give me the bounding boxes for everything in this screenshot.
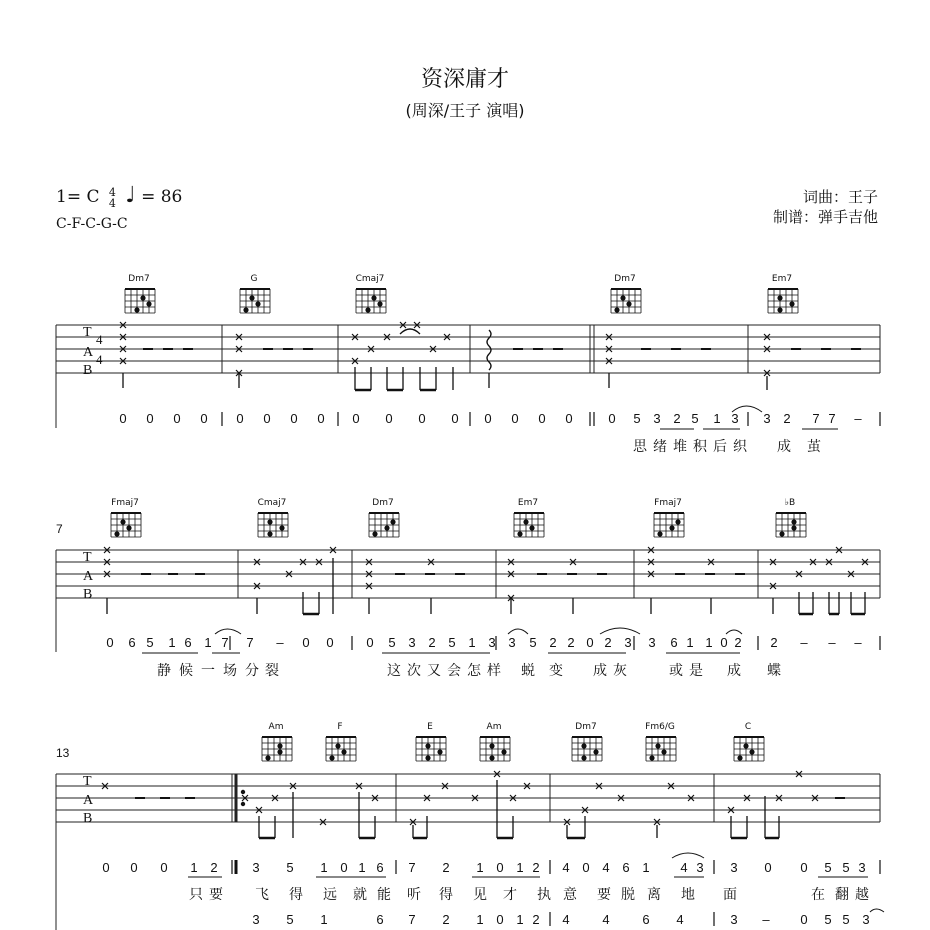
chord-diagram-system2-2: [367, 509, 407, 541]
lyric-system2-lyrics-12: 蜕: [521, 663, 535, 679]
chord-name-system3-1: F: [337, 722, 343, 732]
note-system3-numbers2-18: 5: [842, 912, 850, 927]
chord-diagram-system2-1: [256, 509, 296, 541]
note-system3-numbers-29: 3: [858, 860, 866, 875]
chord-diagram-system1-0: [123, 285, 163, 317]
note-system1-numbers-15: 0: [565, 411, 573, 426]
note-system2-numbers-0: 0: [106, 635, 114, 650]
lyric-system3-lyrics-12: 意: [563, 887, 577, 903]
song-subtitle: (周深/王子 演唱): [405, 101, 525, 120]
note-system1-numbers-16: 0: [608, 411, 616, 426]
note-system3-numbers-24: 3: [730, 860, 738, 875]
lyric-system1-lyrics-2: 堆: [673, 439, 687, 455]
note-system2-numbers-6: 7: [221, 635, 229, 650]
note-system3-numbers2-11: 4: [602, 912, 610, 927]
note-system2-numbers-4: 6: [184, 635, 192, 650]
note-system3-numbers2-3: 6: [376, 912, 384, 927]
svg-text:A: A: [83, 569, 94, 584]
lyric-system3-lyrics-5: 就: [353, 887, 367, 903]
song-title: 资深庸才: [420, 67, 509, 92]
svg-text:T: T: [83, 550, 92, 565]
lyric-system3-lyrics-11: 执: [537, 887, 551, 903]
lyric-system2-lyrics-0: 静: [157, 663, 171, 679]
lyric-system2-lyrics-19: 蝶: [767, 663, 781, 679]
note-system2-numbers-13: 3: [408, 635, 416, 650]
lyric-system3-lyrics-0: 只: [189, 887, 203, 903]
note-system1-numbers-11: 0: [451, 411, 459, 426]
note-system2-numbers-33: –: [828, 635, 836, 650]
measure-number-13: 13: [56, 746, 70, 760]
note-system3-numbers-17: 4: [562, 860, 570, 875]
note-system3-numbers2-7: 0: [496, 912, 504, 927]
note-system2-numbers-23: 2: [604, 635, 612, 650]
chord-diagram-system3-5: [644, 733, 684, 765]
lyric-system1-lyrics-1: 绪: [653, 439, 667, 455]
lyric-system3-lyrics-1: 要: [209, 887, 223, 903]
note-system2-numbers-30: 2: [734, 635, 742, 650]
note-system2-numbers-19: 5: [529, 635, 537, 650]
note-system1-numbers-1: 0: [146, 411, 154, 426]
note-system1-numbers-14: 0: [538, 411, 546, 426]
lyric-system2-lyrics-6: 这: [387, 663, 401, 679]
chord-diagram-system1-4: [766, 285, 806, 317]
lyric-system3-lyrics-13: 要: [597, 887, 611, 903]
chord-name-system3-3: Am: [486, 722, 502, 732]
note-system2-numbers-34: –: [854, 635, 862, 650]
chord-name-system3-0: Am: [268, 722, 284, 732]
note-system3-numbers-7: 1: [320, 860, 328, 875]
lyric-system3-lyrics-15: 离: [647, 887, 661, 903]
lyric-system3-lyrics-9: 见: [473, 887, 487, 903]
chord-diagram-system3-1: [324, 733, 364, 765]
note-system2-numbers-32: –: [800, 635, 808, 650]
note-system2-numbers-22: 0: [586, 635, 594, 650]
note-system3-numbers-16: 2: [532, 860, 540, 875]
note-system2-numbers-2: 5: [146, 635, 154, 650]
lyric-system2-lyrics-7: 次: [407, 663, 421, 679]
note-system2-numbers-15: 5: [448, 635, 456, 650]
note-system1-numbers-7: 0: [317, 411, 325, 426]
note-system3-numbers-21: 1: [642, 860, 650, 875]
note-system3-numbers-23: 3: [696, 860, 704, 875]
note-system2-numbers-17: 3: [488, 635, 496, 650]
chord-diagram-system3-0: [260, 733, 300, 765]
note-system3-numbers-15: 1: [516, 860, 524, 875]
note-system3-numbers-11: 7: [408, 860, 416, 875]
chord-name-system3-6: C: [744, 722, 752, 732]
chord-diagram-system1-1: [238, 285, 278, 317]
lyric-system1-lyrics-6: 成: [777, 439, 791, 455]
note-system2-numbers-14: 2: [428, 635, 436, 650]
note-system3-numbers-18: 0: [582, 860, 590, 875]
note-system3-numbers-0: 0: [102, 860, 110, 875]
chord-diagram-system3-3: [478, 733, 518, 765]
note-system3-numbers-8: 0: [340, 860, 348, 875]
chord-name-system2-5: ♭B: [784, 498, 796, 508]
chord-name-system1-4: Em7: [771, 274, 793, 284]
chord-diagram-system2-0: [109, 509, 149, 541]
note-system3-numbers2-2: 1: [320, 912, 328, 927]
lyric-system2-lyrics-2: 一: [201, 663, 215, 679]
time-bottom: 4: [108, 196, 116, 210]
lyric-system1-lyrics-5: 织: [733, 439, 747, 455]
note-system2-numbers-28: 1: [705, 635, 713, 650]
note-system2-numbers-11: 0: [366, 635, 374, 650]
note-system3-numbers-26: 0: [800, 860, 808, 875]
note-system1-numbers-20: 5: [691, 411, 699, 426]
chord-name-system3-4: Dm7: [575, 722, 597, 732]
note-system1-numbers-4: 0: [236, 411, 244, 426]
tempo-value: = 86: [141, 187, 183, 207]
lyric-system2-lyrics-4: 分: [245, 663, 259, 679]
chord-name-system2-3: Em7: [517, 498, 539, 508]
note-system1-numbers-10: 0: [418, 411, 426, 426]
note-system2-numbers-20: 2: [549, 635, 557, 650]
note-system1-numbers-17: 5: [633, 411, 641, 426]
note-system1-numbers-22: 3: [731, 411, 739, 426]
note-system3-numbers2-9: 2: [532, 912, 540, 927]
lyric-system3-lyrics-4: 远: [323, 887, 337, 903]
note-system1-numbers-18: 3: [653, 411, 661, 426]
note-system1-numbers-6: 0: [290, 411, 298, 426]
note-system3-numbers-5: 3: [252, 860, 260, 875]
note-system3-numbers2-0: 3: [252, 912, 260, 927]
lyric-system3-lyrics-16: 地: [681, 887, 695, 903]
note-system2-numbers-1: 6: [128, 635, 136, 650]
note-system1-numbers-19: 2: [673, 411, 681, 426]
lyric-system2-lyrics-17: 是: [689, 663, 703, 679]
note-system1-numbers-3: 0: [200, 411, 208, 426]
svg-text:T: T: [83, 774, 92, 789]
note-system2-numbers-18: 3: [508, 635, 516, 650]
chord-name-system2-0: Fmaj7: [111, 498, 139, 508]
lyric-system1-lyrics-3: 积: [693, 439, 707, 455]
note-system3-numbers-2: 0: [160, 860, 168, 875]
chord-diagram-system2-4: [652, 509, 692, 541]
lyric-system3-lyrics-2: 飞: [255, 887, 269, 903]
note-system3-numbers2-4: 7: [408, 912, 416, 927]
note-system2-numbers-27: 1: [686, 635, 694, 650]
lyric-system2-lyrics-16: 或: [669, 663, 683, 679]
note-system3-numbers2-6: 1: [476, 912, 484, 927]
svg-text:A: A: [83, 345, 94, 360]
note-system3-numbers-6: 5: [286, 860, 294, 875]
key-signature: 1= C: [56, 187, 100, 207]
lyric-system1-lyrics-7: 茧: [807, 439, 821, 455]
lyric-system3-lyrics-8: 得: [439, 887, 453, 903]
note-system2-numbers-21: 2: [567, 635, 575, 650]
note-system2-numbers-26: 6: [670, 635, 678, 650]
note-system2-numbers-7: 7: [246, 635, 254, 650]
svg-text:B: B: [83, 587, 93, 602]
note-system2-numbers-25: 3: [648, 635, 656, 650]
note-system2-numbers-12: 5: [388, 635, 396, 650]
note-system3-numbers2-19: 3: [862, 912, 870, 927]
lyric-system3-lyrics-7: 听: [407, 887, 421, 903]
chord-diagram-system3-6: [732, 733, 772, 765]
svg-text:B: B: [83, 811, 93, 826]
note-system1-numbers-13: 0: [511, 411, 519, 426]
lyric-system3-lyrics-3: 得: [289, 887, 303, 903]
chord-diagram-system2-3: [512, 509, 552, 541]
lyric-system3-lyrics-19: 翻: [835, 887, 849, 903]
lyric-system2-lyrics-10: 怎: [467, 663, 481, 679]
chord-diagram-system3-4: [570, 733, 610, 765]
note-system1-numbers-25: 7: [812, 411, 820, 426]
note-system3-numbers2-15: –: [762, 912, 770, 927]
svg-text:4: 4: [96, 332, 103, 347]
note-system3-numbers2-17: 5: [824, 912, 832, 927]
note-system1-numbers-0: 0: [119, 411, 127, 426]
lyric-system2-lyrics-13: 变: [549, 663, 563, 679]
chord-name-system3-2: E: [427, 722, 433, 732]
lyric-system3-lyrics-10: 才: [503, 887, 517, 903]
chord-progression: C-F-C-G-C: [56, 216, 128, 232]
note-system3-numbers-13: 1: [476, 860, 484, 875]
note-system1-numbers-26: 7: [828, 411, 836, 426]
note-system1-numbers-5: 0: [263, 411, 271, 426]
note-system3-numbers2-13: 4: [676, 912, 684, 927]
lyric-system2-lyrics-5: 裂: [265, 663, 279, 679]
chord-name-system1-0: Dm7: [128, 274, 150, 284]
lyric-system2-lyrics-15: 灰: [613, 663, 627, 679]
note-system2-numbers-10: 0: [326, 635, 334, 650]
chord-name-system1-2: Cmaj7: [355, 274, 385, 284]
chord-diagram-system2-5: [774, 509, 814, 541]
chord-name-system2-1: Cmaj7: [257, 498, 287, 508]
note-system2-numbers-16: 1: [468, 635, 476, 650]
note-system3-numbers-20: 6: [622, 860, 630, 875]
note-system1-numbers-24: 2: [783, 411, 791, 426]
chord-name-system1-3: Dm7: [614, 274, 636, 284]
note-system2-numbers-31: 2: [770, 635, 778, 650]
svg-text:A: A: [83, 793, 94, 808]
note-system3-numbers-4: 2: [210, 860, 218, 875]
svg-text:B: B: [83, 363, 93, 378]
lyric-system3-lyrics-18: 在: [811, 887, 825, 903]
note-system3-numbers-12: 2: [442, 860, 450, 875]
chord-diagram-system1-2: [354, 285, 394, 317]
lyric-system3-lyrics-14: 脱: [621, 887, 635, 903]
lyric-system3-lyrics-6: 能: [377, 887, 391, 903]
note-system3-numbers2-5: 2: [442, 912, 450, 927]
time-top: 4: [108, 185, 116, 199]
note-system2-numbers-24: 3: [624, 635, 632, 650]
lyric-system3-lyrics-20: 越: [855, 887, 869, 903]
note-system3-numbers-1: 0: [130, 860, 138, 875]
note-system3-numbers-3: 1: [190, 860, 198, 875]
chord-diagram-system3-2: [414, 733, 454, 765]
note-system3-numbers2-12: 6: [642, 912, 650, 927]
note-system3-numbers2-1: 5: [286, 912, 294, 927]
quarter-note-icon: ♩: [125, 183, 136, 208]
note-system3-numbers-27: 5: [824, 860, 832, 875]
lyric-system1-lyrics-0: 思: [633, 439, 647, 455]
lyric-system2-lyrics-8: 又: [427, 663, 441, 679]
note-system1-numbers-23: 3: [763, 411, 771, 426]
note-system1-numbers-2: 0: [173, 411, 181, 426]
note-system2-numbers-8: –: [276, 635, 284, 650]
note-system2-numbers-9: 0: [302, 635, 310, 650]
note-system3-numbers-25: 0: [764, 860, 772, 875]
lyric-system2-lyrics-11: 样: [487, 663, 501, 679]
lyric-system1-lyrics-4: 后: [713, 439, 727, 455]
credit-transcriber: 制谱：弹手吉他: [772, 208, 878, 226]
lyric-system2-lyrics-18: 成: [727, 663, 741, 679]
svg-text:T: T: [83, 325, 92, 340]
svg-text:4: 4: [96, 352, 103, 367]
credit-lyricist: 词曲：王子: [802, 188, 878, 206]
note-system3-numbers-28: 5: [842, 860, 850, 875]
note-system1-numbers-12: 0: [484, 411, 492, 426]
lyric-system2-lyrics-3: 场: [223, 663, 237, 679]
note-system1-numbers-9: 0: [385, 411, 393, 426]
note-system2-numbers-3: 1: [168, 635, 176, 650]
note-system2-numbers-29: 0: [720, 635, 728, 650]
chord-name-system2-4: Fmaj7: [654, 498, 682, 508]
note-system3-numbers2-14: 3: [730, 912, 738, 927]
note-system1-numbers-8: 0: [352, 411, 360, 426]
measure-number-7: 7: [56, 522, 63, 536]
note-system3-numbers2-8: 1: [516, 912, 524, 927]
note-system3-numbers-10: 6: [376, 860, 384, 875]
note-system3-numbers2-10: 4: [562, 912, 570, 927]
note-system3-numbers-14: 0: [496, 860, 504, 875]
chord-diagram-system1-3: [609, 285, 649, 317]
note-system1-numbers-21: 1: [713, 411, 721, 426]
note-system1-numbers-27: –: [854, 411, 862, 426]
lyric-system2-lyrics-14: 成: [593, 663, 607, 679]
chord-name-system3-5: Fm6/G: [645, 722, 675, 732]
note-system3-numbers-9: 1: [358, 860, 366, 875]
chord-name-system2-2: Dm7: [372, 498, 394, 508]
note-system2-numbers-5: 1: [204, 635, 212, 650]
note-system3-numbers-22: 4: [680, 860, 688, 875]
chord-name-system1-1: G: [250, 274, 258, 284]
lyric-system2-lyrics-9: 会: [447, 663, 461, 679]
note-system3-numbers-19: 4: [602, 860, 610, 875]
lyric-system3-lyrics-17: 面: [723, 887, 737, 903]
lyric-system2-lyrics-1: 候: [179, 663, 193, 679]
note-system3-numbers2-16: 0: [800, 912, 808, 927]
